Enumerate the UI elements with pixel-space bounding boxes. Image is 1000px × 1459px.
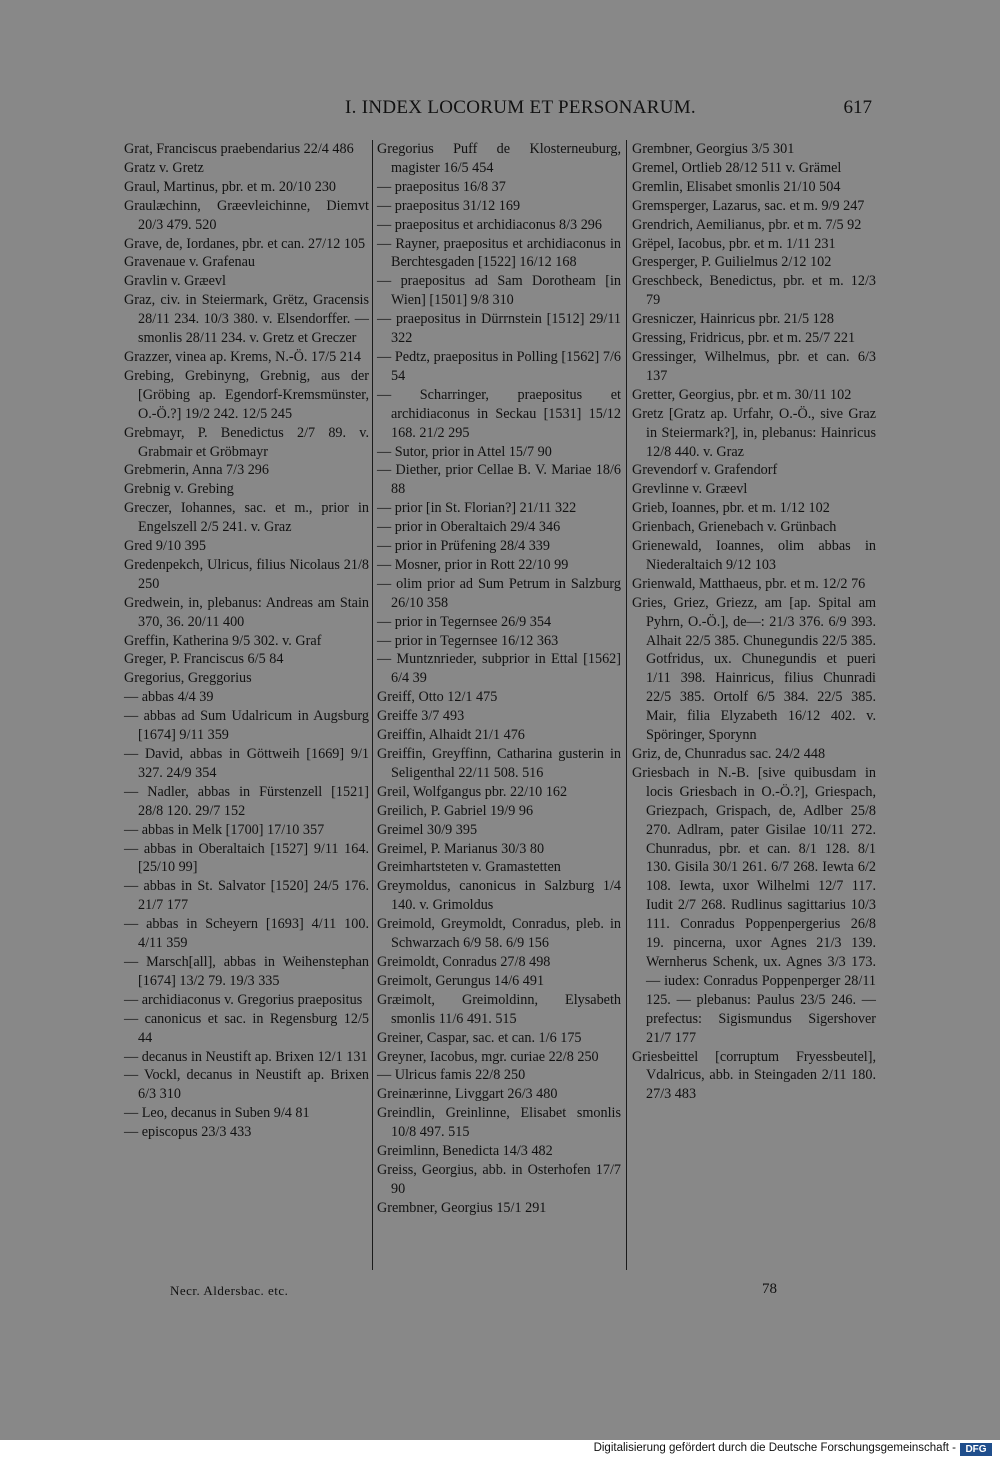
index-entry: Grevlinne v. Græevl xyxy=(632,481,748,498)
index-entry: Greschbeck, Benedictus, pbr. et m. 12/3 79 xyxy=(632,273,876,309)
index-entry: — canonicus et sac. in Regensburg 12/5 44 xyxy=(124,1010,369,1046)
index-entry: Greimolt, Gerungus 14/6 491 xyxy=(377,972,545,989)
index-entry: Grieb, Ioannes, pbr. et m. 1/12 102 xyxy=(632,500,830,517)
index-entry: — olim prior ad Sum Petrum in Salzburg 26/10 358 xyxy=(377,575,621,611)
page-header xyxy=(0,97,1000,123)
index-entry: Greindlin, Greinlinne, Elisabet smonlis 10/8 497. 515 xyxy=(377,1105,621,1141)
index-entry: — Pedtz, praepositus in Polling [1562] 7/6 54 xyxy=(377,348,621,384)
page-number: 617 xyxy=(843,97,872,118)
index-entry: Gressinger, Wilhelmus, pbr. et can. 6/3 137 xyxy=(632,348,876,384)
index-entry: — prior in Tegernsee 26/9 354 xyxy=(377,613,552,630)
index-entry: — abbas ad Sum Udalricum in Augsburg [1674] 9/11 359 xyxy=(124,708,369,744)
index-entry: — prior [in St. Florian?] 21/11 322 xyxy=(377,500,577,517)
index-entry: Greil, Wolfgangus pbr. 22/10 162 xyxy=(377,783,568,800)
index-entry: Grembner, Georgius 3/5 301 xyxy=(632,141,795,157)
index-entry: Gressing, Fridricus, pbr. et m. 25/7 221 xyxy=(632,330,856,347)
index-entry: Graulæchinn, Græevleichinne, Diemvt 20/3 479. 520 xyxy=(124,197,369,233)
index-entry: Grebmayr, P. Benedictus 2/7 89. v. Grabmair et Gröbmayr xyxy=(124,424,369,460)
index-entry: Gravlin v. Græevl xyxy=(124,273,226,290)
index-entry: — praepositus et archidiaconus 8/3 296 xyxy=(377,216,602,233)
index-entry: Greffin, Katherina 9/5 302. v. Graf xyxy=(124,632,322,649)
dfg-logo-icon[interactable]: DFG xyxy=(960,1443,992,1456)
index-entry: Gremel, Ortlieb 28/12 511 v. Grämel xyxy=(632,159,842,176)
index-entry: — Ulricus famis 22/8 250 xyxy=(377,1067,526,1084)
index-entry: Grazzer, vinea ap. Krems, N.-Ö. 17/5 214 xyxy=(124,348,361,365)
index-entry: Graul, Martinus, pbr. et m. 20/10 230 xyxy=(124,178,337,195)
index-entry: — Scharringer, praepositus et archidiaconus in Seckau [1531] 15/12 168. 21/2 295 xyxy=(377,386,621,441)
index-column-2 xyxy=(377,140,621,1218)
index-entry: — abbas in Oberaltaich [1527] 9/11 164. [25/10 99] xyxy=(124,840,369,876)
index-entry: — Muntznrieder, subprior in Ettal [1562] 6/4 39 xyxy=(377,651,621,687)
index-entry: Greiff, Otto 12/1 475 xyxy=(377,689,498,706)
index-entry: Gretz [Gratz ap. Urfahr, O.-Ö., sive Graz in Steiermark?], in, plebanus: Hainricus 12/8 440. v. Graz xyxy=(632,405,876,460)
index-entry: Græimolt, Greimoldinn, Elysabeth smonlis 11/6 491. 515 xyxy=(377,991,621,1027)
index-entry: — abbas in Melk [1700] 17/10 357 xyxy=(124,821,325,838)
index-entry: — Mosner, prior in Rott 22/10 99 xyxy=(377,556,569,573)
index-entry: Grebnig v. Grebing xyxy=(124,481,234,498)
index-entry: — archidiaconus v. Gregorius praepositus xyxy=(124,991,363,1008)
index-entry: — praepositus ad Sam Dorotheam [in Wien] [1501] 9/8 310 xyxy=(377,273,621,309)
index-entry: — abbas 4/4 39 xyxy=(124,689,214,706)
index-entry: Gries, Griez, Griezz, am [ap. Spital am Pyhrn, O.-Ö.], de—: 21/3 376. 6/9 393. Alhait 22/5 385. Chunegundis 22/5 385. Gotfridus, ux. Chunegundis et pueri 1/11 398. Hainricus, filius Chunradi 22/5 385. Ortolf 6/5 384. 22/5 385. Mair, filia Elyzabeth 16/12 402. v. Spöringer, Sporynn xyxy=(632,594,876,744)
index-entry: Grat, Franciscus praebendarius 22/4 486 xyxy=(124,141,354,157)
index-entry: Grave, de, Iordanes, pbr. et can. 27/12 105 xyxy=(124,235,366,252)
index-entry: Grevendorf v. Grafendorf xyxy=(632,462,778,479)
index-entry: Greimhartsteten v. Gramastetten xyxy=(377,859,561,876)
index-entry: Greiffin, Greyffinn, Catharina gusterin in Seligenthal 22/11 508. 516 xyxy=(377,746,621,781)
index-entry: Gresniczer, Hainricus pbr. 21/5 128 xyxy=(632,311,834,328)
index-entry: Gremlin, Elisabet smonlis 21/10 504 xyxy=(632,178,841,195)
index-entry: Greiner, Caspar, sac. et can. 1/6 175 xyxy=(377,1029,582,1046)
index-entry: Grienbach, Grienebach v. Grünbach xyxy=(632,519,837,536)
index-entry: — prior in Prüfening 28/4 339 xyxy=(377,538,550,555)
index-entry: Greimel 30/9 395 xyxy=(377,821,478,838)
index-entry: Greimlinn, Benedicta 14/3 482 xyxy=(377,1143,553,1160)
index-entry: Greinærinne, Livggart 26/3 480 xyxy=(377,1086,558,1103)
page-title: I. INDEX LOCORUM ET PERSONARUM. xyxy=(345,97,696,118)
index-entry: Gredenpekch, Ulricus, filius Nicolaus 21/8 250 xyxy=(124,556,369,592)
dfg-credit-text: Digitalisierung gefördert durch die Deutsche Forschungsgemeinschaft - xyxy=(593,1442,956,1454)
index-entry: — Diether, prior Cellae B. V. Mariae 18/6 88 xyxy=(377,462,621,498)
index-entry: — Sutor, prior in Attel 15/7 90 xyxy=(377,443,552,460)
index-entry: Gregorius Puff de Klosterneuburg, magister 16/5 454 xyxy=(377,141,621,176)
index-entry: Grienewald, Ioannes, olim abbas in Niederaltaich 9/12 103 xyxy=(632,538,876,573)
index-entry: Grendrich, Aemilianus, pbr. et m. 7/5 92 xyxy=(632,216,862,233)
index-entry: — Nadler, abbas in Fürstenzell [1521] 28/8 120. 29/7 152 xyxy=(124,783,369,819)
index-entry: Grebmerin, Anna 7/3 296 xyxy=(124,462,269,479)
index-entry: — David, abbas in Göttweih [1669] 9/1 327. 24/9 354 xyxy=(124,746,369,781)
index-entry: Gretter, Georgius, pbr. et m. 30/11 102 xyxy=(632,386,852,403)
index-entry: Graz, civ. in Steiermark, Grëtz, Gracensis 28/11 234. 10/3 380. v. Elsendorffer. — smonlis 28/11 234. v. Gretz et Greczer xyxy=(124,292,369,347)
index-entry: — episcopus 23/3 433 xyxy=(124,1124,252,1141)
index-entry: Greiss, Georgius, abb. in Osterhofen 17/7 90 xyxy=(377,1161,621,1197)
index-entry: — praepositus 31/12 169 xyxy=(377,197,521,214)
index-entry: Greiffin, Alhaidt 21/1 476 xyxy=(377,727,525,744)
index-entry: — abbas in Scheyern [1693] 4/11 100. 4/11 359 xyxy=(124,916,369,952)
index-entry: — Leo, decanus in Suben 9/4 81 xyxy=(124,1105,310,1122)
index-entry: — Vockl, decanus in Neustift ap. Brixen 6/3 310 xyxy=(124,1067,369,1103)
footer-source: Necr. Aldersbac. etc. xyxy=(170,1283,289,1298)
index-entry: — abbas in St. Salvator [1520] 24/5 176. 21/7 177 xyxy=(124,878,369,914)
index-entry: Griz, de, Chunradus sac. 24/2 448 xyxy=(632,746,826,762)
index-entry: Grebing, Grebinyng, Grebnig, aus der [Gröbing ap. Egendorf-Kremsmünster, O.-Ö.?] 19/2 242. 12/5 245 xyxy=(124,367,369,422)
index-entry: Greczer, Iohannes, sac. et m., prior in Engelszell 2/5 241. v. Graz xyxy=(124,500,369,536)
column-divider xyxy=(626,140,627,1270)
index-entry: Gremsperger, Lazarus, sac. et m. 9/9 247 xyxy=(632,197,865,214)
index-entry: Gredwein, in, plebanus: Andreas am Stain 370, 36. 20/11 400 xyxy=(124,594,369,630)
index-entry: — prior in Oberaltaich 29/4 346 xyxy=(377,519,561,536)
index-entry: Greimel, P. Marianus 30/3 80 xyxy=(377,840,545,857)
index-entry: — praepositus in Dürrnstein [1512] 29/11 322 xyxy=(377,311,621,347)
index-entry: Greimold, Greymoldt, Conradus, pleb. in Schwarzach 6/9 58. 6/9 156 xyxy=(377,916,621,952)
index-entry: Greimoldt, Conradus 27/8 498 xyxy=(377,953,551,970)
index-column-3 xyxy=(632,140,876,1104)
index-entry: Greger, P. Franciscus 6/5 84 xyxy=(124,651,284,668)
column-divider xyxy=(372,140,373,1270)
footer-signature: 78 xyxy=(762,1281,777,1297)
index-entry: Griesbach in N.-B. [sive quibusdam in locis Griesbach in O.-Ö.?], Griespach, Griezpach, Grispach, de, Adlber 25/8 270. Adlram, pater Gisilae 10/11 272. Chunradus, pbr. et can. 8/1 128. 8/1 130. Gisila 30/1 261. 6/7 268. Iewta 6/2 108. Iewta, uxor Wilhelmi 12/7 117. Iudit 2/7 268. Rudlinus sagittarius 10/3 111. Conradus Poppenpergerius 26/8 19. pincerna, uxor Agnes 21/3 139. Wernherus Schenk, ux. Agnes 3/3 173. — iudex: Conradus Poppenperger 28/11 125. — plebanus: Paulus 23/5 246. — prefectus: Sigismundus Sigershover 21/7 177 xyxy=(632,764,876,1046)
index-entry: Gratz v. Gretz xyxy=(124,159,204,176)
index-entry: Greymoldus, canonicus in Salzburg 1/4 140. v. Grimoldus xyxy=(377,878,621,914)
index-entry: — Marsch[all], abbas in Weihenstephan [1674] 13/2 79. 19/3 335 xyxy=(124,953,369,989)
index-entry: Gred 9/10 395 xyxy=(124,538,206,555)
index-entry: Greyner, Iacobus, mgr. curiae 22/8 250 xyxy=(377,1048,599,1065)
index-entry: Griesbeittel [corruptum Fryessbeutel], Vdalricus, abb. in Steingaden 2/11 180. 27/3 483 xyxy=(632,1048,876,1103)
index-entry: — prior in Tegernsee 16/12 363 xyxy=(377,632,559,649)
index-entry: — praepositus 16/8 37 xyxy=(377,178,506,195)
index-entry: — Rayner, praepositus et archidiaconus in Berchtesgaden [1522] 16/12 168 xyxy=(377,235,621,271)
index-column-1 xyxy=(124,140,369,1142)
index-entry: Grienwald, Matthaeus, pbr. et m. 12/2 76 xyxy=(632,575,866,592)
index-entry: Greiffe 3/7 493 xyxy=(377,708,465,725)
index-entry: Gregorius, Greggorius xyxy=(124,670,252,687)
index-entry: Greilich, P. Gabriel 19/9 96 xyxy=(377,802,534,819)
index-entry: Gravenaue v. Grafenau xyxy=(124,254,256,271)
dfg-credit-bar xyxy=(0,1440,1000,1459)
index-entry: Grëpel, Iacobus, pbr. et m. 1/11 231 xyxy=(632,235,836,252)
index-entry: Gresperger, P. Guilielmus 2/12 102 xyxy=(632,254,832,271)
index-entry: — decanus in Neustift ap. Brixen 12/1 131 xyxy=(124,1048,368,1065)
index-entry: Grembner, Georgius 15/1 291 xyxy=(377,1199,547,1216)
